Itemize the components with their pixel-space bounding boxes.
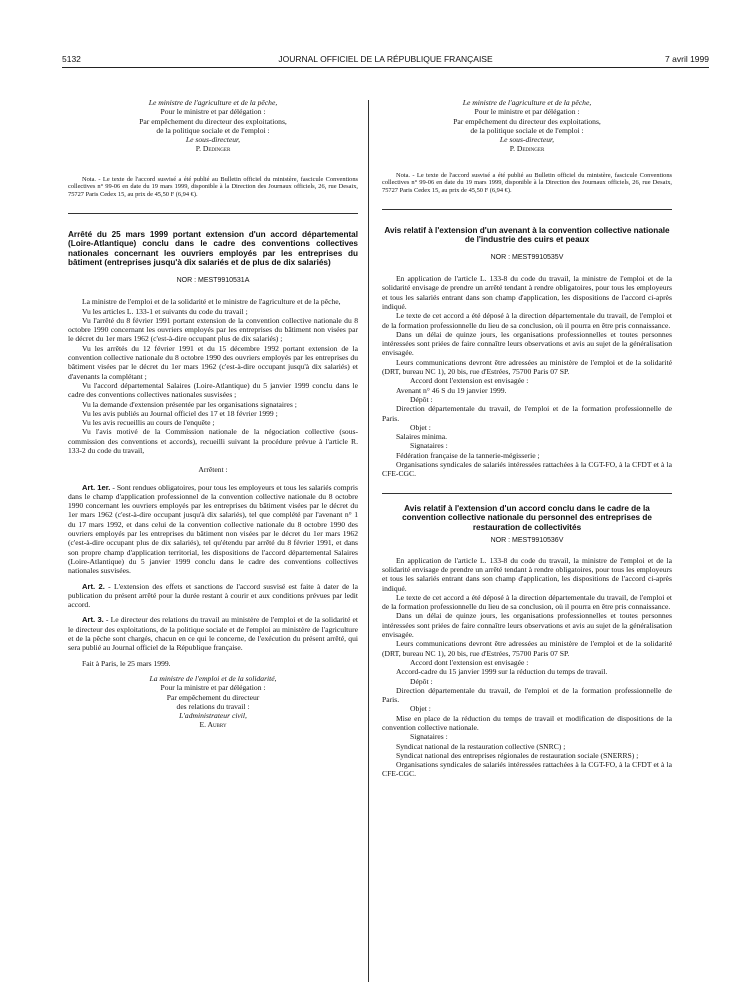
article-label: Art. 1er.	[82, 482, 111, 492]
body-paragraph: Dépôt :	[410, 394, 433, 404]
signature-line: Le sous-directeur,	[499, 135, 555, 145]
signature-line: Le sous-directeur,	[185, 135, 241, 145]
article-label: Art. 2.	[82, 581, 105, 591]
nor-reference: NOR : MEST9910531A	[176, 276, 250, 284]
signature-block	[68, 674, 358, 730]
signature-line: de la politique sociale et de l'emploi :	[470, 125, 584, 135]
body-paragraph: Dans un délai de quinze jours, les organisations professionnelles et toutes personnes intéressées sont priées de faire connaître leurs observations et avis au sujet de la généralisation envisagée.	[382, 329, 672, 358]
signatory-name: E. Aubry	[199, 720, 227, 730]
signatory-name: P. Dedinger	[195, 144, 231, 154]
avis-title: Avis relatif à l'extension d'un avenant à la convention collective nationale de l'industrie des cuirs et peaux	[384, 225, 670, 245]
article-label: Art. 3.	[82, 615, 104, 625]
left-column	[68, 98, 358, 730]
signature-line: des relations du travail :	[176, 701, 250, 711]
right-column	[382, 98, 672, 779]
body-paragraph: Le texte de cet accord a été déposé à la direction départementale du travail, de l'emploi et de la formation professionnelle du lieu de sa conclusion, où il pourra en être pris connaissance.	[382, 311, 672, 330]
preamble-paragraph: Vu la demande d'extension présentée par les organisations signataires ;	[82, 399, 297, 409]
preamble-paragraph: Vu les avis publiés au Journal officiel des 17 et 18 février 1999 ;	[82, 408, 278, 418]
body-paragraph: Le texte de cet accord a été déposé à la direction départementale du travail, de l'emploi et de la formation professionnelle du lieu de sa conclusion, où il pourra en être pris connaissance.	[382, 592, 672, 612]
body-paragraph: Objet :	[410, 422, 431, 432]
body-paragraph: Objet :	[410, 704, 431, 714]
signature-line: Pour le ministre et par délégation :	[474, 107, 580, 117]
signature-line: Par empêchement du directeur des exploitations,	[139, 116, 287, 126]
signature-line: de la politique sociale et de l'emploi :	[156, 125, 270, 135]
arrete-title: Arrêté du 25 mars 1999 portant extension d'un accord départemental (Loire-Atlantique) conclu dans le cadre des conventions collectives nationales concernant les ouvriers employés par les entreprises du bâtiment (entreprises jusqu'à dix salariés et de plus de dix salariés)	[68, 229, 358, 268]
article-1	[68, 483, 358, 576]
avis-title: Avis relatif à l'extension d'un accord conclu dans le cadre de la convention collective nationale du personnel des entreprises de restauration de collectivités	[402, 503, 652, 532]
nor-reference: NOR : MEST9910536V	[490, 537, 564, 545]
article-text: - Le directeur des relations du travail au ministère de l'emploi et de la solidarité et le directeur des exploitations, de la politique sociale et de l'emploi au ministère de l'agriculture et de la pêche sont chargés, chacun en ce qui le concerne, de l'exécution du présent arrêté, qui sera publié au Journal officiel de la République française.	[68, 615, 358, 653]
body-paragraph: Accord dont l'extension est envisagée :	[410, 376, 529, 386]
body-paragraph: Signataires :	[410, 732, 448, 742]
signature-line: La ministre de l'emploi et de la solidarité,	[149, 673, 277, 683]
body-paragraph: En application de l'article L. 133-8 du code du travail, la ministre de l'emploi et de la solidarité envisage de prendre un arrêté tendant à rendre obligatoires, pour tous les employeurs et tous les salariés entrant dans son champ d'application, les dispositions de l'accord ci-après indiqué.	[382, 274, 672, 311]
page-number: 5132	[62, 54, 81, 64]
body-paragraph: Dans un délai de quinze jours, les organisations professionnelles et toutes personnes intéressées sont priées de faire connaître leurs observations et avis au sujet de la généralisation envisagée.	[382, 611, 672, 640]
section-rule	[382, 493, 672, 494]
section-rule	[68, 213, 358, 214]
preamble-paragraph: Vu les articles L. 133-1 et suivants du code du travail ;	[82, 306, 248, 316]
fait-line: Fait à Paris, le 25 mars 1999.	[82, 658, 171, 668]
body-paragraph: Accord dont l'extension est envisagée :	[410, 657, 529, 667]
body-paragraph: Organisations syndicales de salariés intéressées rattachées à la CGT-FO, à la CFDT et à la CFE-CGC.	[382, 459, 672, 479]
column-divider	[368, 100, 369, 982]
signature-block	[382, 98, 672, 154]
article-3	[68, 615, 358, 652]
nota-note: Nota. - Le texte de l'accord susvisé a été publié au Bulletin officiel du ministère, fascicule Conventions collectives n° 99-06 en date du 19 mars 1999, disponible à la Direction des Journaux officiels, 26, rue Desaix, 75727 Paris Cedex 15, au prix de 45,50 F (6,94 €).	[382, 171, 672, 194]
section-rule	[382, 209, 672, 210]
body-paragraph: Direction départementale du travail, de l'emploi et de la formation professionnelle de Paris.	[382, 404, 672, 423]
nor-reference: NOR : MEST9910535V	[490, 253, 564, 261]
body-paragraph: Direction départementale du travail, de l'emploi et de la formation professionnelle de Paris.	[382, 685, 672, 705]
body-paragraph: Leurs communications devront être adressées au ministère de l'emploi et de la solidarité (DRT, bureau NC 1), 20 bis, rue d'Estrées, 75700 Paris 07 SP.	[382, 639, 672, 658]
preamble-paragraph: Vu l'arrêté du 8 février 1991 portant extension de la convention collective nationale du 8 octobre 1990 concernant les ouvriers employés par les entreprises du bâtiment non visées par le décret du 1er mars 1962 (c'est-à-dire occupant plus de dix salariés) ;	[68, 315, 358, 344]
preamble-paragraph: Vu les avis recueillis au cours de l'enquête ;	[82, 418, 215, 428]
signature-block	[68, 98, 358, 154]
page-header	[62, 54, 709, 68]
issue-date: 7 avril 1999	[665, 54, 709, 64]
signatory-name: P. Dedinger	[509, 144, 545, 154]
body-paragraph: Dépôt :	[410, 676, 433, 686]
signature-line: Par empêchement du directeur	[166, 692, 260, 702]
signature-line: Le ministre de l'agriculture et de la pêche,	[462, 98, 592, 107]
preamble-paragraph: Vu l'avis motivé de la Commission nationale de la négociation collective (sous-commission des conventions et accords), recueilli suivant la procédure prévue à l'article R. 133-2 du code du travail,	[68, 427, 358, 455]
arretent-heading: Arrêtent :	[198, 465, 228, 475]
journal-title: JOURNAL OFFICIEL DE LA RÉPUBLIQUE FRANÇAISE	[278, 54, 493, 64]
nota-note: Nota. - Le texte de l'accord susvisé a été publié au Bulletin officiel du ministère, fascicule Conventions collectives n° 99-06 en date du 19 mars 1999, disponible à la Direction des Journaux officiels, 26, rue Desaix, 75727 Paris Cedex 15, au prix de 45,50 F (6,94 €).	[68, 175, 358, 198]
preamble-paragraph: Vu les arrêtés du 12 février 1991 et du 15 décembre 1992 portant extension de la convention collective nationale du 8 octobre 1990 des ouvriers employés par les entreprises du bâtiment visées par le décret du 1er mars 1962 (c'est-à-dire occupant jusqu'à dix salariés) et d'avenants la complétant ;	[68, 343, 358, 381]
header-rule	[62, 67, 709, 68]
body-paragraph: Syndicat national des entreprises régionales de restauration sociale (SNERRS) ;	[396, 750, 639, 760]
preamble-paragraph: Vu l'accord départemental Salaires (Loire-Atlantique) du 5 janvier 1999 conclu dans le cadre des conventions collectives nationales susvisées ;	[68, 380, 358, 400]
body-paragraph: Fédération française de la tannerie-mégisserie ;	[396, 450, 540, 460]
article-2	[68, 582, 358, 610]
signature-line: Pour la ministre et par délégation :	[160, 683, 266, 693]
signature-line: Pour le ministre et par délégation :	[160, 107, 266, 117]
signature-line: Le ministre de l'agriculture et de la pêche,	[148, 98, 278, 107]
preamble-paragraph: La ministre de l'emploi et de la solidarité et le ministre de l'agriculture et de la pêche,	[82, 297, 341, 307]
body-paragraph: Accord-cadre du 15 janvier 1999 sur la réduction du temps de travail.	[396, 667, 608, 677]
signature-line: Par empêchement du directeur des exploitations,	[453, 116, 601, 126]
body-paragraph: Organisations syndicales de salariés intéressées rattachées à la CGT-FO, à la CFDT et à la CFE-CGC.	[382, 760, 672, 779]
body-paragraph: Signataires :	[410, 441, 448, 451]
body-paragraph: Leurs communications devront être adressées au ministère de l'emploi et de la solidarité (DRT, bureau NC 1), 20 bis, rue d'Estrées, 75700 Paris 07 SP.	[382, 357, 672, 377]
body-paragraph: En application de l'article L. 133-8 du code du travail, la ministre de l'emploi et de la solidarité envisage de prendre un arrêté tendant à rendre obligatoires, pour tous les employeurs et tous les salariés entrant dans son champ d'application, les dispositions de l'accord ci-après indiqué.	[382, 555, 672, 593]
body-paragraph: Salaires minima.	[396, 432, 448, 442]
body-paragraph: Syndicat national de la restauration collective (SNRC) ;	[396, 741, 566, 751]
body-paragraph: Mise en place de la réduction du temps de travail et modification de dispositions de la convention collective nationale.	[382, 713, 672, 732]
body-paragraph: Avenant n° 46 S du 19 janvier 1999.	[396, 385, 507, 395]
signature-line: L'administrateur civil,	[179, 711, 247, 721]
article-text: - L'extension des effets et sanctions de l'accord susvisé est faite à dater de la publication du présent arrêté pour la durée restant à courir et aux conditions prévues par ledit accord.	[68, 581, 358, 610]
article-text: - Sont rendues obligatoires, pour tous les employeurs et tous les salariés compris dans le champ d'application professionnel de la convention collective nationale du 8 octobre 1990 concernant les ouvriers employés par les entreprises du bâtiment visées par le décret du 1er mars 1962 (c'est-à-dire occupant jusqu'à dix salariés), tel que complété par l'avenant n° 1 du 17 mars 1992, et dans celui de la convention collective nationale du 8 octobre 1990 des ouvriers employés par les entreprises du bâtiment non visées par le décret du 1er mars 1962 (c'est-à-dire occupant plus de dix salariés), tel qu'étendu par arrêté du 8 février 1991, et dans son propre champ d'application territorial, les dispositions de l'accord départemental Salaires (Loire-Atlantique) du 5 janvier 1999 conclu dans le cadre des conventions collectives nationales susvisées.	[68, 482, 358, 576]
